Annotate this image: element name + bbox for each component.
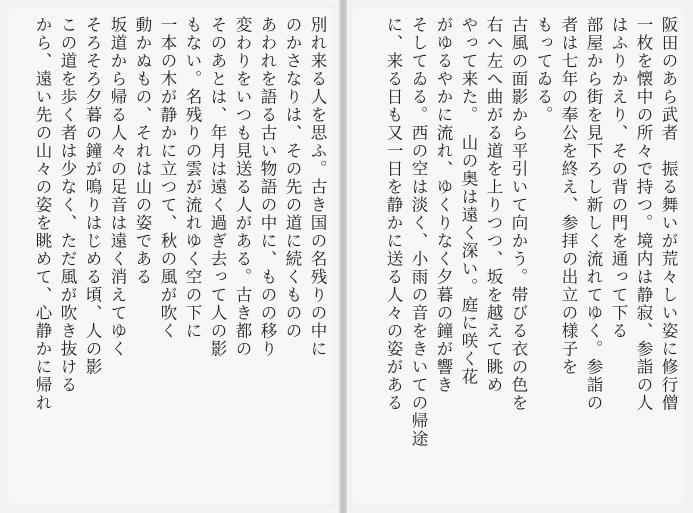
right-page-columns (358, 16, 679, 498)
left-page-columns (14, 16, 328, 498)
text-column: あわれを語る古い物語の中に、ものの移り (258, 16, 277, 358)
text-column: 一枚を懐中の所々で持つ。境内は静寂、参詣の人 (634, 16, 653, 412)
text-column: に、来る日も又一日を静かに送る人々の姿がある (384, 16, 403, 412)
text-column: やって来た。 山の奥は遠く深い。庭に咲く花 (459, 16, 478, 386)
text-column: もない。名残りの雲が流れゆく空の下に (183, 16, 202, 340)
text-column: がゆるやかに流れ、ゆくりなく夕暮の鐘が響き (434, 16, 453, 394)
text-column: 者は七年の奉公を終え、参拝の出立の様子を (559, 16, 578, 376)
text-column: から、遠い先の山々の姿を眺めて、心静かに帰れ (33, 16, 52, 412)
text-column: 別れ来る人を思ふ。古き国の名残りの中に (308, 16, 327, 358)
text-column: この道を歩く者は少なく、ただ風が吹き抜ける (58, 16, 77, 394)
left-page (6, 6, 336, 506)
text-column: 阪田のあら武者 振る舞いが荒々しい姿に修行僧 (659, 16, 678, 412)
text-column: そろそろ夕暮の鐘が鳴りはじめる頃、人の影 (83, 16, 102, 376)
text-column: そのあとは、年月は遠く過ぎ去って人の影 (208, 16, 227, 358)
text-column: 変わりをいつも見送る人がある。古き都の (233, 16, 252, 358)
text-column: 坂道から帰る人々の足音は遠く消えてゆく (108, 16, 127, 358)
text-column: はふりかえり、その背の門を通って下る (609, 16, 628, 340)
text-column: 右へ左へ曲がる道を上りつつ、坂を越えて眺め (484, 16, 503, 394)
text-column: そしてゐる。西の空は淡く、小雨の音をきいての帰途 (409, 16, 428, 448)
book-gutter (339, 0, 347, 513)
text-column: 動かぬもの、それは山の姿である (133, 16, 152, 286)
right-page (350, 6, 687, 506)
text-column: 部屋から街を見下ろし新しく流れてゆく。参詣の (584, 16, 603, 412)
text-column: 古風の面影から平引いて向かう。帯びる衣の色を (509, 16, 528, 412)
text-column: 一本の木が静かに立つて、秋の風が吹く (158, 16, 177, 340)
text-column: もってゐる。 (534, 16, 553, 124)
text-column: のかさなりは、その先の道に続くものの (283, 16, 302, 340)
